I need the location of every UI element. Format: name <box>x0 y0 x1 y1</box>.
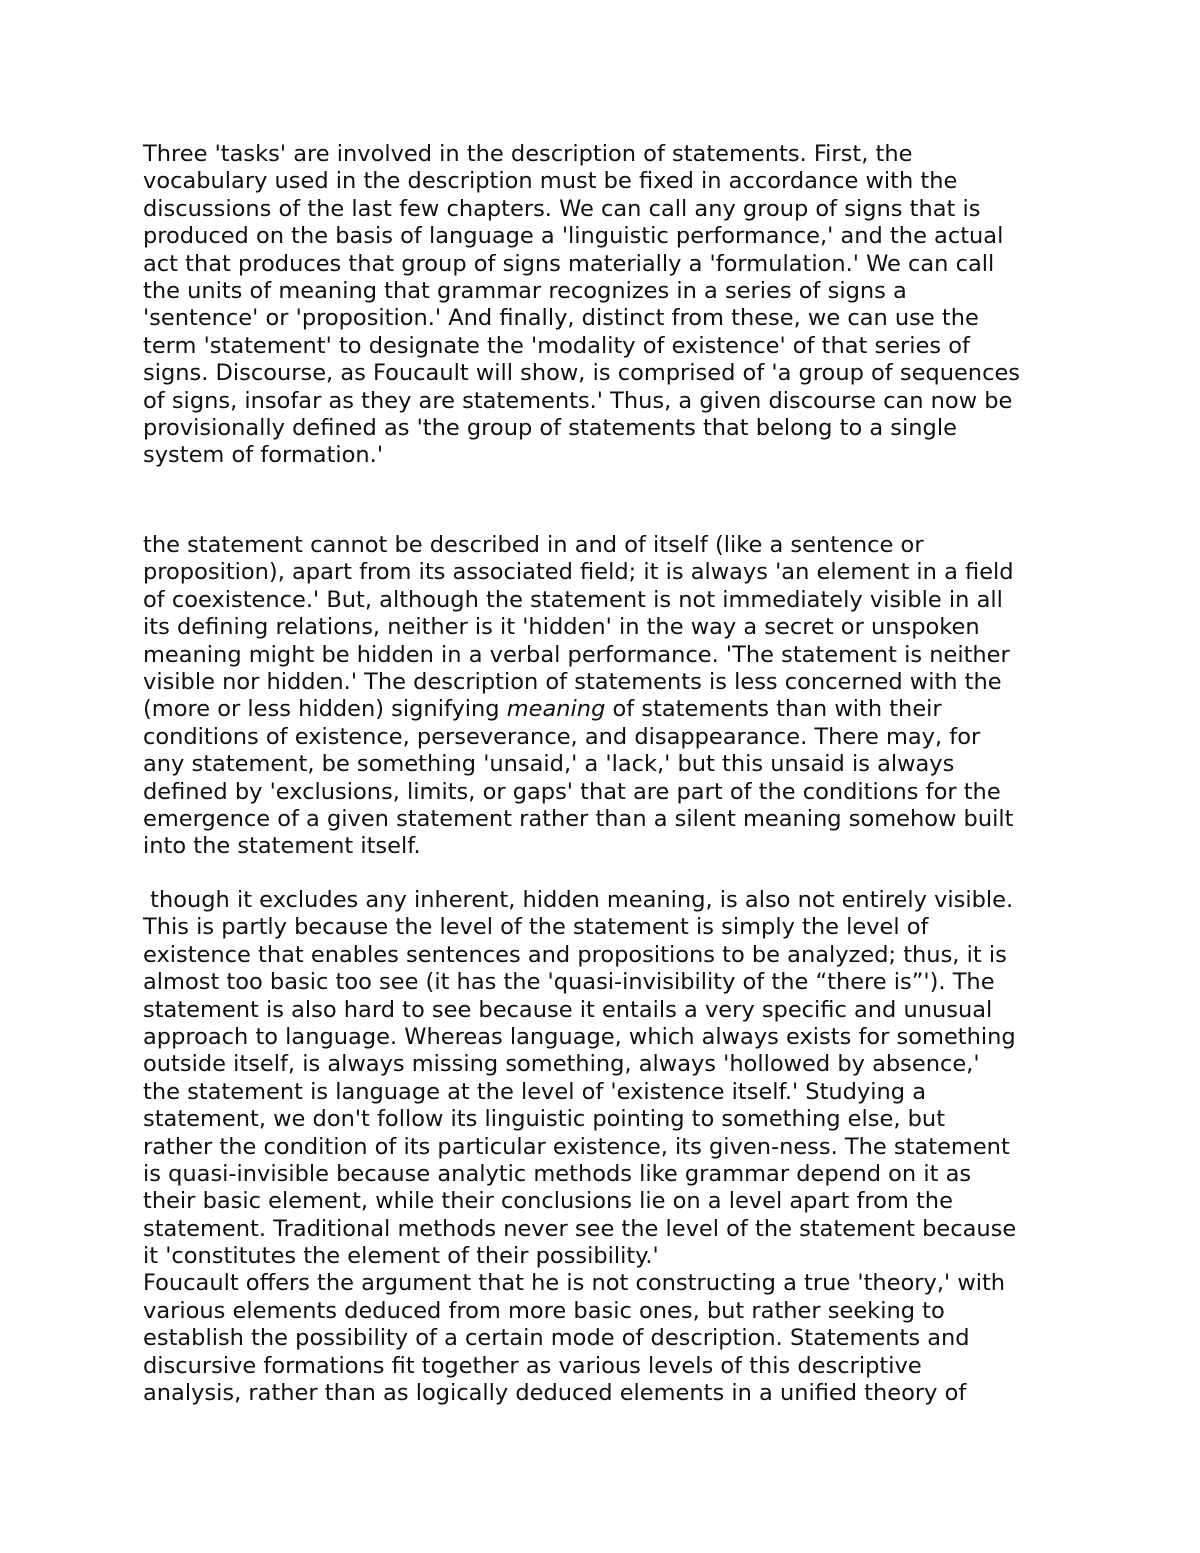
text-line: statement is also hard to see because it entails a very specific and unusual <box>143 996 993 1023</box>
text-line: discursive formations fit together as various levels of this descriptive <box>143 1352 922 1379</box>
text-line: produced on the basis of language a 'linguistic performance,' and the actual <box>143 223 1004 250</box>
text-line: outside itself, is always missing something, always 'hollowed by absence,' <box>143 1051 980 1078</box>
text-line: proposition), apart from its associated field; it is always 'an element in a field <box>143 559 1014 586</box>
text-line: 'sentence' or 'proposition.' And finally, distinct from these, we can use the <box>143 305 979 332</box>
text-line: is quasi-invisible because analytic methods like grammar depend on it as <box>143 1160 972 1187</box>
text-line: of coexistence.' But, although the statement is not immediately visible in all <box>143 586 1003 613</box>
text-line: Foucault offers the argument that he is not constructing a true 'theory,' with <box>143 1270 1006 1297</box>
text-line: statement. Traditional methods never see the level of the statement because <box>143 1215 1017 1242</box>
text-line: discussions of the last few chapters. We can call any group of signs that is <box>143 195 981 222</box>
text-line: meaning might be hidden in a verbal performance. 'The statement is neither <box>143 641 1010 668</box>
text-line: provisionally defined as 'the group of statements that belong to a single <box>143 414 957 441</box>
text-segment: (more or less hidden) signifying <box>143 696 507 723</box>
text-line: emergence of a given statement rather than a silent meaning somehow built <box>143 805 1014 832</box>
text-line: into the statement itself. <box>143 833 421 860</box>
text-line: term 'statement' to designate the 'modality of existence' of that series of <box>143 332 970 359</box>
text-line: Three 'tasks' are involved in the description of statements. First, the <box>143 141 913 167</box>
text-segment: of statements than with their <box>605 696 942 723</box>
text-line: its defining relations, neither is it 'hidden' in the way a secret or unspoken <box>143 614 980 641</box>
text-line: almost too basic too see (it has the 'quasi-invisibility of the “there is”'). The <box>143 969 995 996</box>
text-line: This is partly because the level of the statement is simply the level of <box>143 914 929 941</box>
text-line: the statement cannot be described in and of itself (like a sentence or <box>143 532 924 558</box>
text-line: existence that enables sentences and propositions to be analyzed; thus, it is <box>143 941 1007 968</box>
emphasized-word: meaning <box>506 696 606 723</box>
text-line: of signs, insofar as they are statements.' Thus, a given discourse can now be <box>143 387 1013 414</box>
text-line-with-emphasis <box>143 696 1083 723</box>
text-line: various elements deduced from more basic ones, but rather seeking to <box>143 1297 945 1324</box>
text-line: conditions of existence, perseverance, and disappearance. There may, for <box>143 723 981 750</box>
text-line: though it excludes any inherent, hidden meaning, is also not entirely visible. <box>143 887 1014 913</box>
text-line: vocabulary used in the description must be fixed in accordance with the <box>143 168 958 195</box>
text-line: visible nor hidden.' The description of statements is less concerned with the <box>143 668 1002 695</box>
text-line: system of formation.' <box>143 442 384 469</box>
paragraph-tasks <box>143 141 1083 470</box>
text-line: the units of meaning that grammar recognizes in a series of signs a <box>143 277 907 304</box>
text-line: their basic element, while their conclusions lie on a level apart from the <box>143 1188 953 1215</box>
text-line: rather the condition of its particular existence, its given-ness. The statement <box>143 1133 1010 1160</box>
text-line: signs. Discourse, as Foucault will show, is comprised of 'a group of sequences <box>143 360 1021 387</box>
text-line: defined by 'exclusions, limits, or gaps' that are part of the conditions for the <box>143 778 1001 805</box>
text-line: analysis, rather than as logically deduced elements in a unified theory of <box>143 1380 967 1407</box>
text-line: approach to language. Whereas language, which always exists for something <box>143 1023 1016 1050</box>
text-line: the statement is language at the level of 'existence itself.' Studying a <box>143 1078 927 1105</box>
text-line: it 'constitutes the element of their possibility.' <box>143 1243 659 1270</box>
paragraph-statement-field <box>143 532 1083 861</box>
text-line: act that produces that group of signs materially a 'formulation.' We can call <box>143 250 995 277</box>
text-line: establish the possibility of a certain mode of description. Statements and <box>143 1325 970 1352</box>
text-line: statement, we don't follow its linguistic pointing to something else, but <box>143 1106 946 1133</box>
text-line: any statement, be something 'unsaid,' a 'lack,' but this unsaid is always <box>143 751 955 778</box>
paragraph-quasi-invisibility <box>143 887 1083 1407</box>
